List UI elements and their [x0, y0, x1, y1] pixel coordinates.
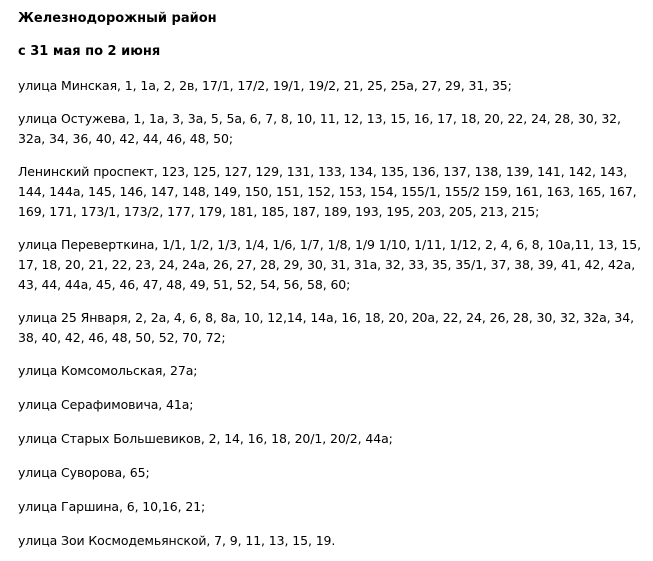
date-range-heading: с 31 мая по 2 июня — [18, 44, 161, 59]
street-entry-suvorova: улица Суворова, 65; — [18, 465, 150, 480]
street-entry-serafimovicha: улица Серафимовича, 41а; — [18, 397, 194, 412]
street-entry-perevertkina: улица Переверткина, 1/1, 1/2, 1/3, 1/4, 1/6, 1/7, 1/8, 1/9 1/10, 1/11, 1/12, 2, 4, 6, 8, 10а,11, 13, 15, 17, 18, 20, 21, 22, 23, 24, 24а, 26, 27, 28, 29, 30, 31, 31а, 32, 33, 35, 35/1, 37, 38, 39, 41, 42, 42а, 43, 44, 44а, 45, 46, 47, 48, 49, 51, 52, 54, 56, 58, 60; — [18, 237, 642, 292]
street-entry-komsomolskaya: улица Комсомольская, 27а; — [18, 363, 198, 378]
district-heading: Железнодорожный район — [18, 11, 217, 26]
street-entry-zoi-kosmodemyanskoy: улица Зои Космодемьянской, 7, 9, 11, 13, 15, 19. — [18, 533, 336, 548]
street-entry-minskaya: улица Минская, 1, 1а, 2, 2в, 17/1, 17/2, 19/1, 19/2, 21, 25, 25а, 27, 29, 31, 35; — [18, 78, 512, 93]
street-entry-leninsky-prospekt: Ленинский проспект, 123, 125, 127, 129, 131, 133, 134, 135, 136, 137, 138, 139, 141, 142, 143, 144, 144а, 145, 146, 147, 148, 149, 150, 151, 152, 153, 154, 155/1, 155/2 159, 161, 163, 165, 167, 169, 171, 173/1, 173/2, 177, 179, 181, 185, 187, 189, 193, 195, 203, 205, 213, 215; — [18, 164, 637, 219]
street-entry-ostuzheva: улица Остужева, 1, 1а, 3, 3а, 5, 5а, 6, 7, 8, 10, 11, 12, 13, 15, 16, 17, 18, 20, 22, 24, 28, 30, 32, 32а, 34, 36, 40, 42, 44, 46, 48, 50; — [18, 111, 621, 146]
street-entry-garshina: улица Гаршина, 6, 10,16, 21; — [18, 499, 206, 514]
street-entry-starykh-bolshevikov: улица Старых Большевиков, 2, 14, 16, 18, 20/1, 20/2, 44а; — [18, 431, 393, 446]
street-entry-25-yanvarya: улица 25 Января, 2, 2а, 4, 6, 8, 8а, 10, 12,14, 14а, 16, 18, 20, 20а, 22, 24, 26, 28, 30, 32, 32а, 34, 38, 40, 42, 46, 48, 50, 52, 70, 72; — [18, 310, 635, 345]
